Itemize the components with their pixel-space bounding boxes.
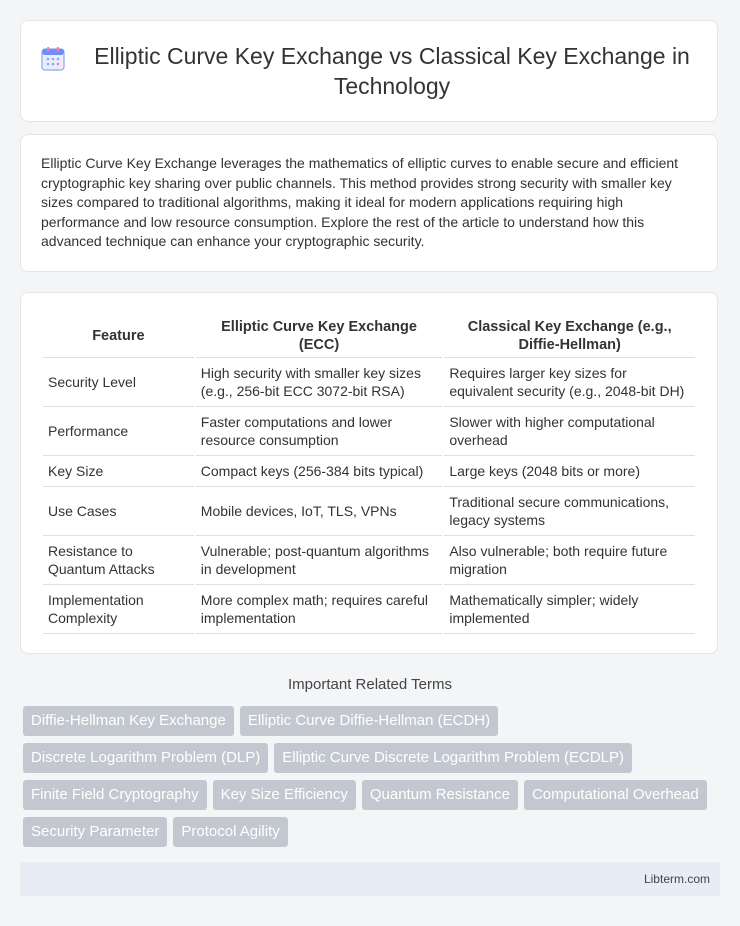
table-cell: Resistance to Quantum Attacks [43,536,194,585]
comparison-card [20,292,718,654]
intro-card [20,134,718,272]
related-terms-list [23,706,723,847]
table-cell: Also vulnerable; both require future migration [444,536,695,585]
table-row [43,456,695,487]
table-cell: More complex math; requires careful implementation [196,585,443,634]
related-term-tag[interactable]: Elliptic Curve Diffie-Hellman (ECDH) [240,706,498,736]
table-cell: Vulnerable; post-quantum algorithms in development [196,536,443,585]
table-cell: Implementation Complexity [43,585,194,634]
header-ecc: Elliptic Curve Key Exchange (ECC) [196,311,443,358]
related-term-tag[interactable]: Key Size Efficiency [213,780,356,810]
table-row [43,358,695,407]
related-term-tag[interactable]: Computational Overhead [524,780,707,810]
related-terms-title: Important Related Terms [288,676,452,693]
related-term-tag[interactable]: Security Parameter [23,817,167,847]
table-cell: Use Cases [43,487,194,536]
table-header-row [43,311,695,358]
header-feature: Feature [43,311,194,358]
comparison-table [41,311,697,634]
calendar-icon [39,45,67,73]
title-card [20,20,718,122]
table-cell: Security Level [43,358,194,407]
table-cell: Traditional secure communications, legacy systems [444,487,695,536]
related-term-tag[interactable]: Diffie-Hellman Key Exchange [23,706,234,736]
table-cell: High security with smaller key sizes (e.g., 256-bit ECC 3072-bit RSA) [196,358,443,407]
table-cell: Faster computations and lower resource consumption [196,407,443,456]
intro-paragraph: Elliptic Curve Key Exchange leverages the mathematics of elliptic curves to enable secure and efficient cryptographic key sharing over public channels. This method provides strong security with smaller key sizes compared to traditional algorithms, making it ideal for modern applications requiring high performance and low resource consumption. Explore the rest of the article to understand how this advanced technique can enhance your cryptographic security. [41,155,679,250]
table-row [43,585,695,634]
footer [20,862,720,896]
table-cell: Large keys (2048 bits or more) [444,456,695,487]
related-term-tag[interactable]: Protocol Agility [173,817,287,847]
table-cell: Slower with higher computational overhead [444,407,695,456]
table-row [43,536,695,585]
table-cell: Mobile devices, IoT, TLS, VPNs [196,487,443,536]
table-cell: Performance [43,407,194,456]
table-cell: Compact keys (256-384 bits typical) [196,456,443,487]
header-classical: Classical Key Exchange (e.g., Diffie-Hellman) [444,311,695,358]
related-term-tag[interactable]: Elliptic Curve Discrete Logarithm Problem (ECDLP) [274,743,632,773]
related-term-tag[interactable]: Finite Field Cryptography [23,780,207,810]
table-row [43,487,695,536]
page-title: Elliptic Curve Key Exchange vs Classical Key Exchange in Technology [94,43,690,99]
footer-site-link[interactable]: Libterm.com [643,872,710,886]
table-row [43,407,695,456]
related-term-tag[interactable]: Quantum Resistance [362,780,518,810]
related-term-tag[interactable]: Discrete Logarithm Problem (DLP) [23,743,268,773]
table-cell: Requires larger key sizes for equivalent security (e.g., 2048-bit DH) [444,358,695,407]
table-cell: Key Size [43,456,194,487]
table-cell: Mathematically simpler; widely implemented [444,585,695,634]
title-wrap [15,41,724,101]
